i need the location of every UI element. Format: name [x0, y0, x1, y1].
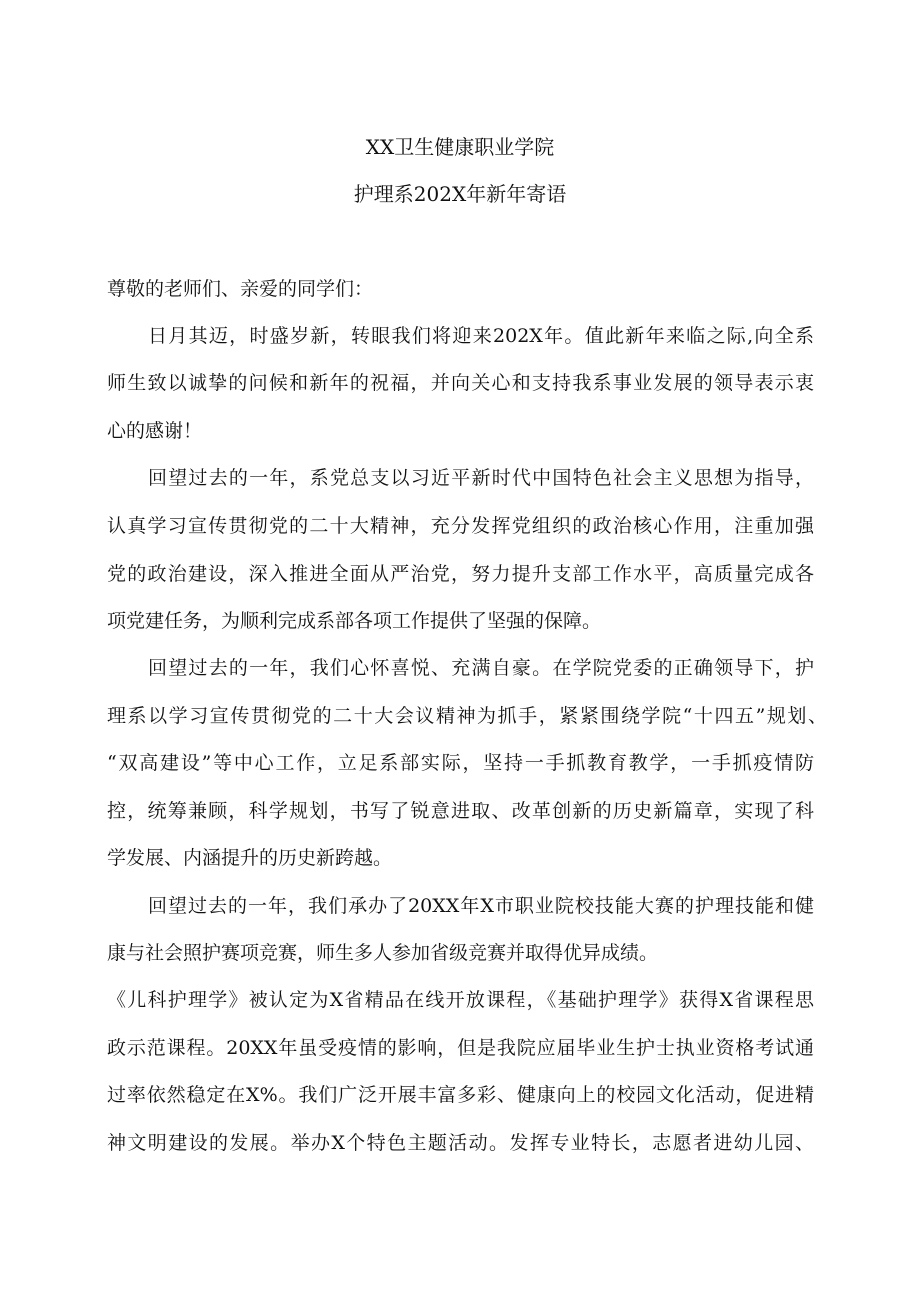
paragraph-line: 师生致以诚挚的问候和新年的祝福，并向关心和支持我系事业发展的领导表示衷	[107, 372, 814, 394]
document-title: XX卫生健康职业学院	[365, 135, 555, 159]
paragraph-line: 心的感谢！	[107, 420, 203, 442]
paragraph-line: 学发展、内涵提升的历史新跨越。	[107, 847, 393, 869]
paragraph-line: 党的政治建设，深入推进全面从严治党，努力提升支部工作水平，高质量完成各	[107, 563, 814, 585]
paragraph-line: “双高建设”等中心工作，立足系部实际，坚持一手抓教育教学，一手抓疫情防	[107, 752, 814, 774]
paragraph-line: 过率依然稳定在X%。我们广泛开展丰富多彩、健康向上的校园文化活动，促进精	[107, 1084, 814, 1106]
paragraph-line: 控，统筹兼顾，科学规划，书写了锐意进取、改革创新的历史新篇章，实现了科	[107, 800, 814, 822]
paragraph-line: 回望过去的一年，系党总支以习近平新时代中国特色社会主义思想为指导，	[148, 467, 814, 489]
paragraph-line: 认真学习宣传贯彻党的二十大精神，充分发挥党组织的政治核心作用，注重加强	[107, 515, 814, 537]
paragraph-line: 理系以学习宣传贯彻党的二十大会议精神为抓手，紧紧围绕学院“十四五”规划、	[107, 705, 827, 727]
paragraph-line: 《儿科护理学》被认定为X省精品在线开放课程，《基础护理学》获得X省课程思	[107, 989, 814, 1011]
paragraph-line: 项党建任务，为顺利完成系部各项工作提供了坚强的保障。	[107, 610, 602, 632]
paragraph-line: 回望过去的一年，我们心怀喜悦、充满自豪。在学院党委的正确领导下，护	[148, 657, 814, 679]
paragraph-line: 康与社会照护赛项竞赛，师生多人参加省级竞赛并取得优异成绩。	[107, 942, 659, 964]
paragraph-line: 神文明建设的发展。举办X个特色主题活动。发挥专业特长，志愿者进幼儿园、	[107, 1132, 814, 1154]
paragraph-line: 回望过去的一年，我们承办了20XX年X市职业院校技能大赛的护理技能和健	[148, 895, 814, 917]
paragraph-line: 日月其迈，时盛岁新，转眼我们将迎来202X年。值此新年来临之际,向全系	[148, 325, 814, 347]
salutation: 尊敬的老师们、亲爱的同学们：	[107, 278, 374, 300]
document-subtitle: 护理系202X年新年寄语	[353, 182, 567, 206]
paragraph-line: 政示范课程。20XX年虽受疫情的影响，但是我院应届毕业生护士执业资格考试通	[107, 1037, 814, 1059]
